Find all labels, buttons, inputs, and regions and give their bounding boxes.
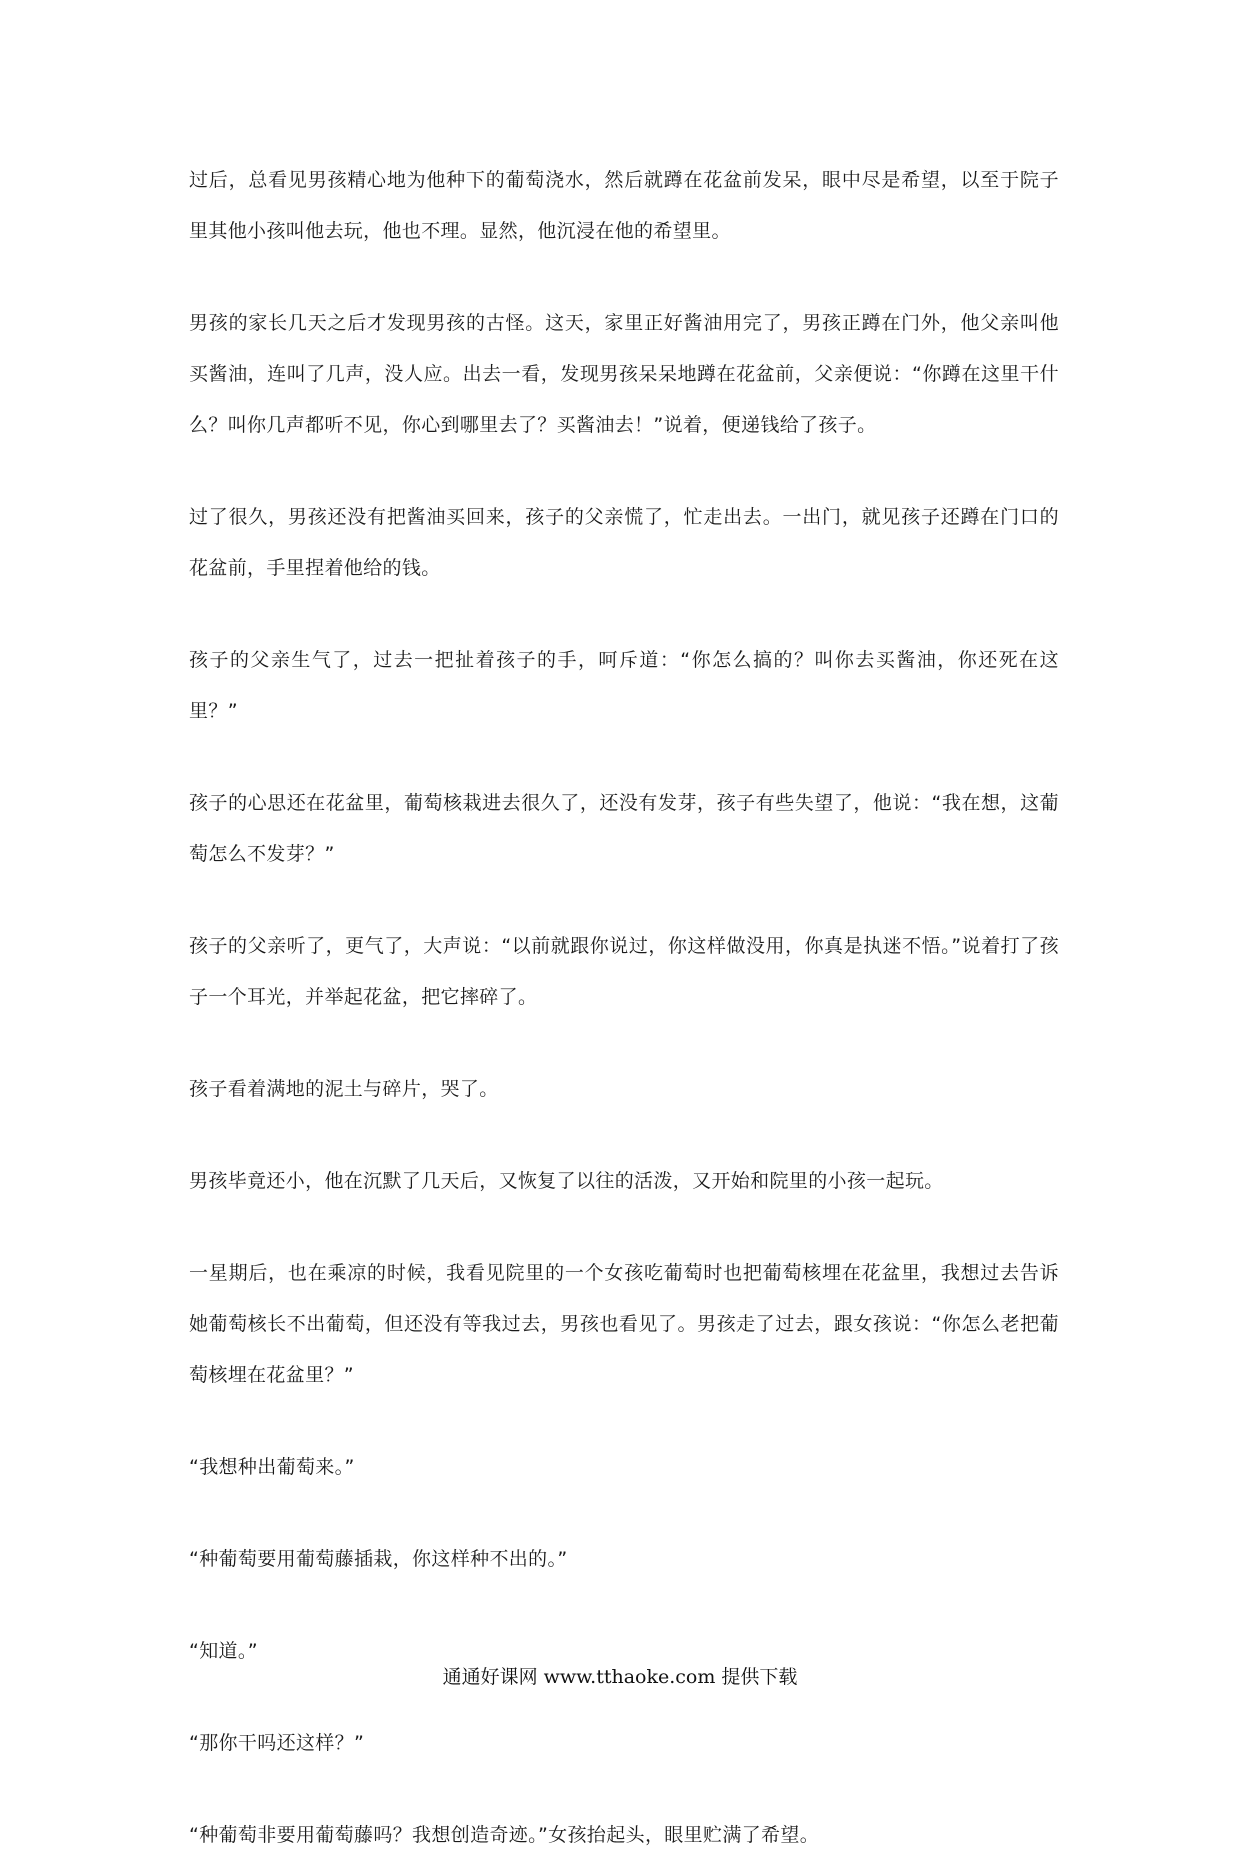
paragraph-1: 过后，总看见男孩精心地为他种下的葡萄浇水，然后就蹲在花盆前发呆，眼中尽是希望，以至于院子里其他小孩叫他去玩，他也不理。显然，他沉浸在他的希望里。 [189, 169, 1059, 242]
dialogue-line-1: “我想种出葡萄来。” [189, 1456, 355, 1478]
dialogue-line-2: “种葡萄要用葡萄藤插栽，你这样种不出的。” [189, 1548, 568, 1570]
dialogue-line-5: “种葡萄非要用葡萄藤吗？我想创造奇迹。”女孩抬起头，眼里贮满了希望。 [189, 1824, 820, 1846]
story-body [189, 155, 1059, 1861]
paragraph-gap [189, 1401, 1059, 1442]
paragraph-8: 男孩毕竟还小，他在沉默了几天后，又恢复了以往的活泼，又开始和院里的小孩一起玩。 [189, 1170, 944, 1192]
paragraph-2: 男孩的家长几天之后才发现男孩的古怪。这天，家里正好酱油用完了，男孩正蹲在门外，他父亲叫他买酱油，连叫了几声，没人应。出去一看，发现男孩呆呆地蹲在花盆前，父亲便说：“你蹲在这里干什么？叫你几声都听不见，你心到哪里去了？买酱油去！”说着，便递钱给了孩子。 [189, 312, 1059, 436]
paragraph-gap [189, 1207, 1059, 1248]
paragraph-9: 一星期后，也在乘凉的时候，我看见院里的一个女孩吃葡萄时也把葡萄核埋在花盆里，我想过去告诉她葡萄核长不出葡萄，但还没有等我过去，男孩也看见了。男孩走了过去，跟女孩说：“你怎么老把葡萄核埋在花盆里？” [189, 1262, 1059, 1386]
paragraph-gap [189, 1493, 1059, 1534]
paragraph-gap [189, 1769, 1059, 1810]
paragraph-gap [189, 594, 1059, 635]
paragraph-gap [189, 1585, 1059, 1626]
paragraph-gap [189, 257, 1059, 298]
paragraph-gap [189, 880, 1059, 921]
paragraph-gap [189, 1023, 1059, 1064]
paragraph-5: 孩子的心思还在花盆里，葡萄核栽进去很久了，还没有发芽，孩子有些失望了，他说：“我在想，这葡萄怎么不发芽？” [189, 792, 1059, 865]
page-footer: 通通好课网 www.tthaoke.com 提供下载 [442, 1666, 798, 1688]
paragraph-gap [189, 1115, 1059, 1156]
paragraph-3: 过了很久，男孩还没有把酱油买回来，孩子的父亲慌了，忙走出去。一出门，就见孩子还蹲在门口的花盆前，手里捏着他给的钱。 [189, 506, 1059, 579]
dialogue-line-3: “知道。” [189, 1640, 258, 1662]
paragraph-gap [189, 737, 1059, 778]
paragraph-7: 孩子看着满地的泥土与碎片，哭了。 [189, 1078, 499, 1100]
paragraph-4: 孩子的父亲生气了，过去一把扯着孩子的手，呵斥道：“你怎么搞的？叫你去买酱油，你还死在这里？” [189, 649, 1059, 722]
dialogue-line-4: “那你干吗还这样？” [189, 1732, 365, 1754]
paragraph-6: 孩子的父亲听了，更气了，大声说：“以前就跟你说过，你这样做没用，你真是执迷不悟。”说着打了孩子一个耳光，并举起花盆，把它摔碎了。 [189, 935, 1059, 1008]
paragraph-gap [189, 451, 1059, 492]
